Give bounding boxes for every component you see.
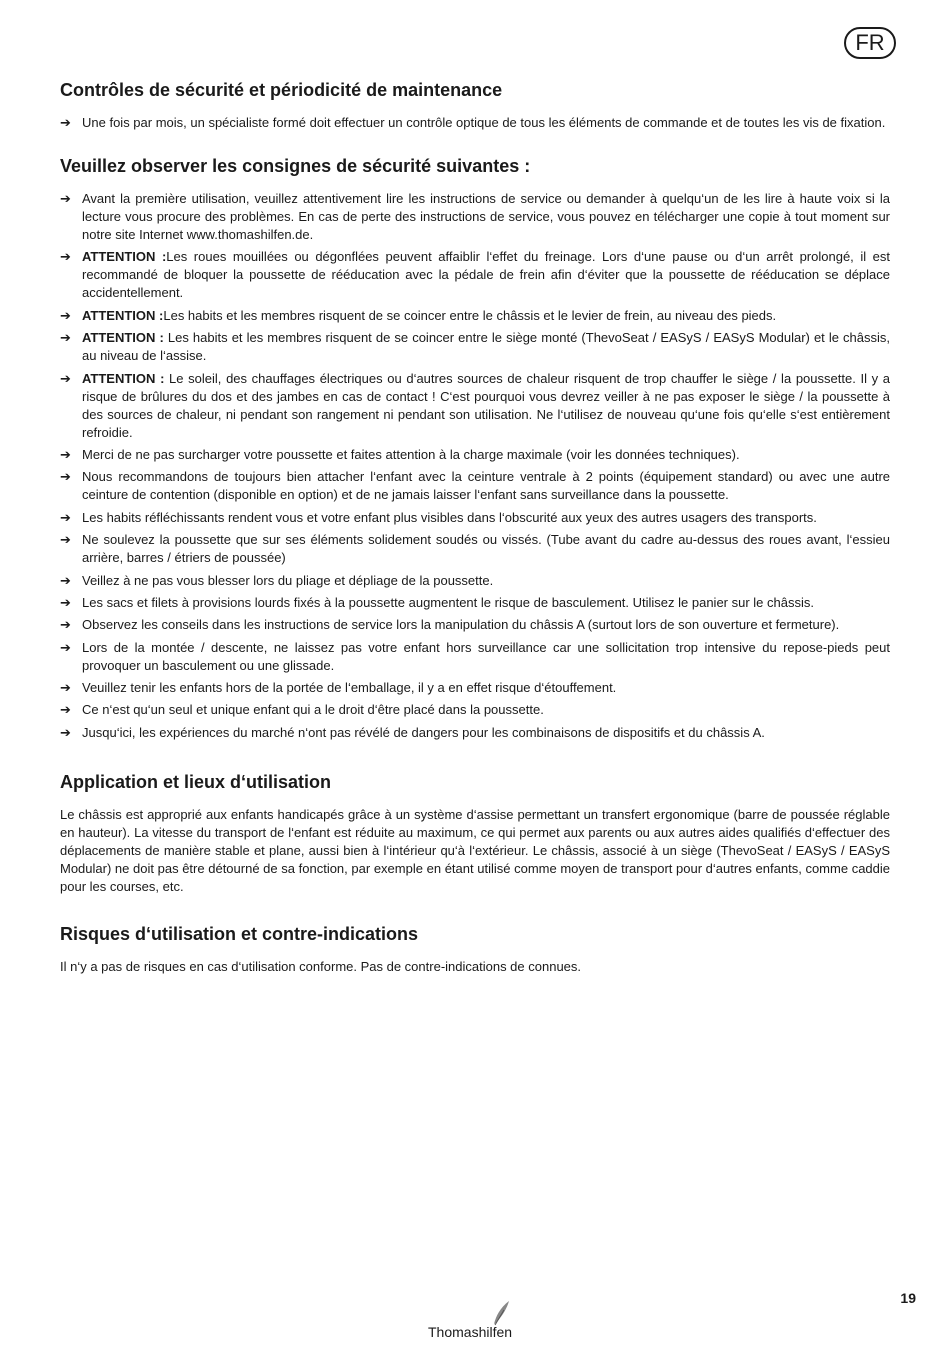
arrow-right-icon: ➔ bbox=[60, 330, 71, 346]
list-item-text: Veuillez tenir les enfants hors de la portée de l‘emballage, il y a en effet risque d‘étouffement. bbox=[82, 680, 617, 696]
list-item-text: Lors de la montée / descente, ne laissez pas votre enfant hors surveillance car une sollicitation trop intensive du repose-pieds peut provoquer un basculement ou une glissade. bbox=[82, 639, 890, 673]
list-item bbox=[60, 446, 890, 464]
arrow-right-icon: ➔ bbox=[60, 572, 71, 588]
feather-icon bbox=[490, 1300, 512, 1326]
list-item-text: Une fois par mois, un spécialiste formé doit effectuer un contrôle optique de tous les éléments de commande et de toutes les vis de fixation. bbox=[82, 115, 886, 130]
list-item bbox=[60, 370, 890, 442]
footer-logo bbox=[420, 1300, 530, 1344]
list-item bbox=[60, 724, 890, 742]
bullet-list bbox=[60, 114, 890, 132]
section-heading: Application et lieux d‘utilisation bbox=[60, 771, 332, 792]
arrow-right-icon: ➔ bbox=[60, 307, 71, 323]
list-item bbox=[60, 468, 890, 504]
list-item-text: Les habits et les membres risquent de se coincer entre le châssis et le levier de frein, au niveau des pieds. bbox=[163, 307, 777, 323]
list-item bbox=[60, 329, 890, 365]
brand-name: Thomashilfen bbox=[428, 1324, 513, 1340]
list-item-text: Veillez à ne pas vous blesser lors du pliage et dépliage de la poussette. bbox=[82, 572, 494, 588]
list-item bbox=[60, 248, 890, 302]
paragraph: Il n‘y a pas de risques en cas d‘utilisation conforme. Pas de contre-indications de connues. bbox=[60, 958, 582, 974]
language-badge: FR bbox=[844, 27, 896, 59]
attention-label: ATTENTION : bbox=[82, 370, 165, 386]
section bbox=[60, 770, 890, 896]
list-item bbox=[60, 572, 890, 590]
bullet-list bbox=[60, 190, 890, 742]
list-item bbox=[60, 114, 890, 132]
section-heading: Risques d‘utilisation et contre-indications bbox=[60, 923, 419, 944]
section bbox=[60, 154, 890, 742]
list-item bbox=[60, 509, 890, 527]
attention-label: ATTENTION : bbox=[82, 307, 164, 323]
arrow-right-icon: ➔ bbox=[60, 702, 71, 718]
list-item bbox=[60, 639, 890, 675]
list-item-text: Les habits et les membres risquent de se coincer entre le siège monté (ThevoSeat / EASyS / EASyS Modular) et le châssis, au niveau de l‘assise. bbox=[82, 330, 891, 364]
section-heading: Contrôles de sécurité et périodicité de maintenance bbox=[60, 80, 503, 100]
list-item bbox=[60, 594, 890, 612]
paragraph: Le châssis est approprié aux enfants handicapés grâce à un système d‘assise permettant un transfert ergonomique (barre de poussée réglable en hauteur). La vitesse du transport de l‘enfant est réduite au maximum, ce qui permet aux parents ou aux autres aides qualifiés d‘effectuer des déplacements de manière stable et plane, aussi bien à l‘intérieur qu‘à l‘extérieur. Le châssis, associé à un siège (ThevoSeat / EASyS / EASyS Modular) ne doit pas être détourné de sa fonction, par exemple en étant utilisé comme moyen de transport pour d‘autres enfants, comme caddie pour les courses, etc. bbox=[60, 806, 890, 894]
list-item-text: Nous recommandons de toujours bien attacher l‘enfant avec la ceinture ventrale à 2 points (équipement standard) ou avec une autre ceinture de contention (disponible en option) et de ne jamais laisser l‘enfant sans surveillance dans la poussette. bbox=[82, 469, 890, 503]
arrow-right-icon: ➔ bbox=[60, 594, 71, 610]
page-number: 19 bbox=[900, 1290, 916, 1306]
list-item-text: Le soleil, des chauffages électriques ou d‘autres sources de chaleur risquent de trop chauffer le siège / la poussette. Il y a risque de brûlures du dos et des jambes en cas de contact ! C‘est pourquoi vous devrez veiller à ne pas exposer le siège / la poussette à des sources de chaleur, ni pendant son rangement ni pendant son utilisation. Ne l‘utilisez de nouveau qu‘une fois qu‘elle s‘est entièrement refroidie. bbox=[82, 370, 890, 440]
arrow-right-icon: ➔ bbox=[60, 370, 71, 386]
section bbox=[60, 922, 890, 976]
list-item-text: Observez les conseils dans les instructions de service lors la manipulation du châssis A (surtout lors de son ouverture et fermeture). bbox=[82, 617, 840, 633]
list-item-text: Ce n‘est qu‘un seul et unique enfant qui a le droit d‘être placé dans la poussette. bbox=[82, 702, 544, 718]
arrow-right-icon: ➔ bbox=[60, 532, 71, 548]
list-item-text: Les habits réfléchissants rendent vous et votre enfant plus visibles dans l‘obscurité aux yeux des autres usagers des transports. bbox=[82, 509, 817, 525]
list-item bbox=[60, 531, 890, 567]
arrow-right-icon: ➔ bbox=[60, 469, 71, 485]
list-item bbox=[60, 701, 890, 719]
attention-label: ATTENTION : bbox=[82, 249, 167, 265]
list-item-text: Avant la première utilisation, veuillez attentivement lire les instructions de service ou demander à quelqu‘un de les lire à haute voix si la lecture vous procure des problèmes. En cas de perte des instructions de service, vous pouvez en télécharger une copie à tout moment sur notre site Internet www.thomashilfen.de. bbox=[82, 191, 890, 242]
list-item-text: Merci de ne pas surcharger votre poussette et faites attention à la charge maximale (voir les données techniques). bbox=[82, 446, 740, 462]
arrow-right-icon: ➔ bbox=[60, 509, 71, 525]
arrow-right-icon: ➔ bbox=[60, 724, 71, 740]
document-content bbox=[60, 78, 890, 996]
arrow-right-icon: ➔ bbox=[60, 115, 71, 130]
arrow-right-icon: ➔ bbox=[60, 639, 71, 655]
arrow-right-icon: ➔ bbox=[60, 680, 71, 696]
list-item bbox=[60, 616, 890, 634]
section-heading: Veuillez observer les consignes de sécurité suivantes : bbox=[60, 156, 531, 176]
arrow-right-icon: ➔ bbox=[60, 191, 71, 206]
list-item bbox=[60, 307, 890, 325]
section bbox=[60, 78, 890, 132]
list-item-text: Les sacs et filets à provisions lourds fixés à la poussette augmentent le risque de basculement. Utilisez le panier sur le châssis. bbox=[82, 594, 814, 610]
arrow-right-icon: ➔ bbox=[60, 249, 71, 265]
attention-label: ATTENTION : bbox=[82, 330, 164, 346]
arrow-right-icon: ➔ bbox=[60, 617, 71, 633]
arrow-right-icon: ➔ bbox=[60, 446, 71, 462]
list-item-text: Ne soulevez la poussette que sur ses éléments solidement soudés ou vissés. (Tube avant du cadre au-dessus des roues avant, l‘essieu arrière, barres / étriers de poussée) bbox=[82, 532, 890, 566]
list-item bbox=[60, 190, 890, 244]
list-item-text: Jusqu‘ici, les expériences du marché n‘ont pas révélé de dangers pour les combinaisons de dispositifs et du châssis A. bbox=[82, 724, 765, 740]
list-item-text: Les roues mouillées ou dégonflées peuvent affaiblir l‘effet du freinage. Lors d‘une pause ou d‘un arrêt prolongé, il est recommandé de bloquer la poussette de rééducation avec la pédale de frein afin d‘éviter que la poussette de rééducation se déplace accidentellement. bbox=[82, 249, 890, 301]
list-item bbox=[60, 679, 890, 697]
